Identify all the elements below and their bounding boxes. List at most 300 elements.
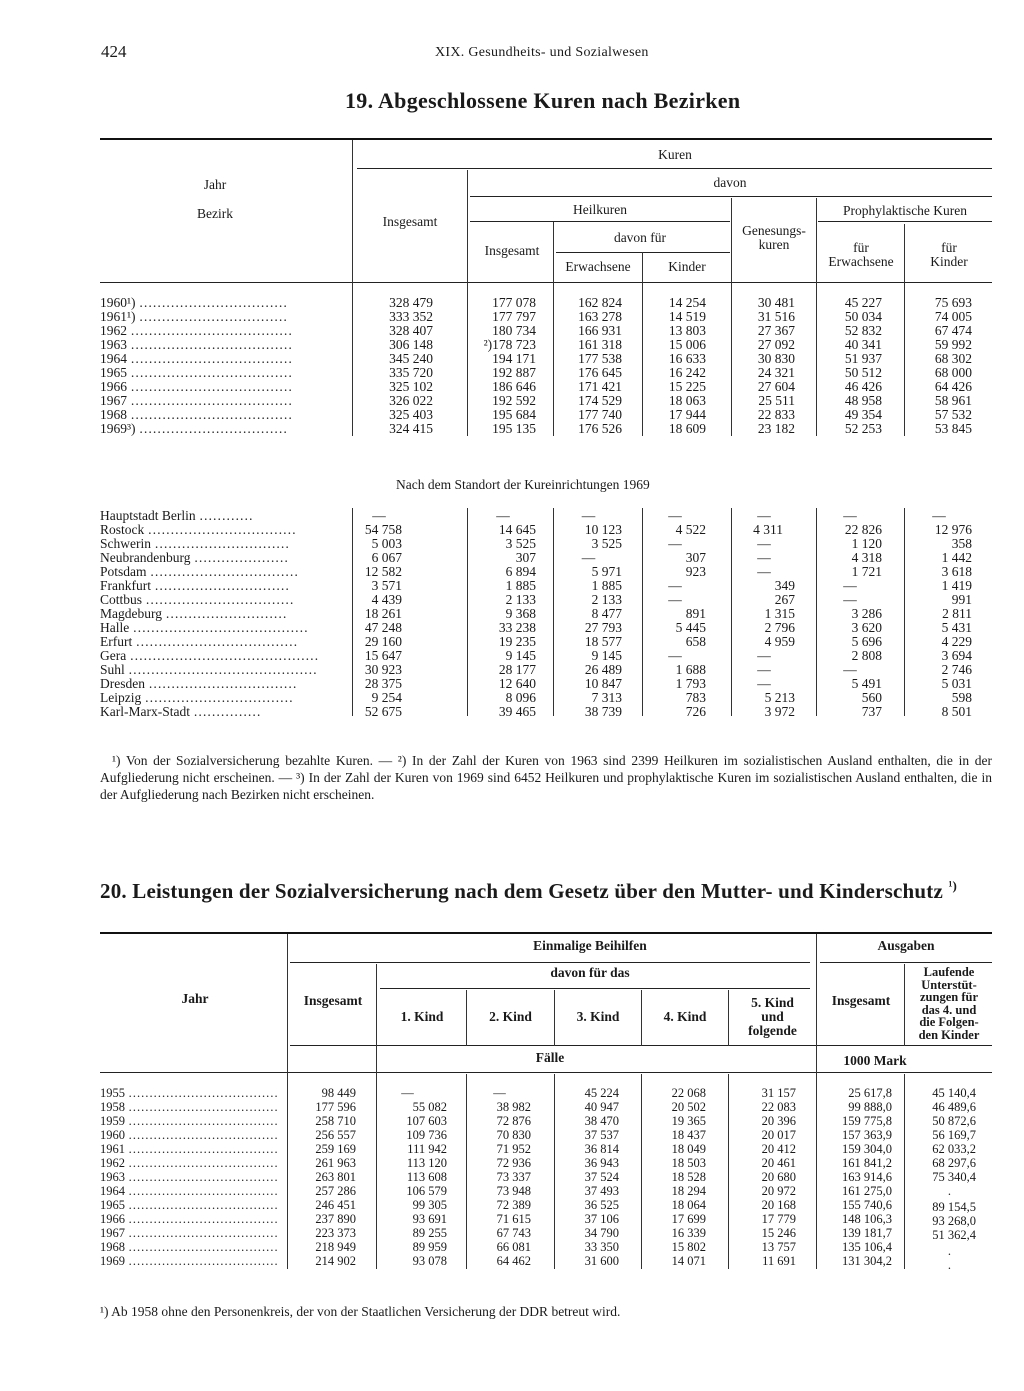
- row-label: Frankfurt …………………………: [100, 578, 290, 593]
- cell: —: [581, 550, 596, 565]
- cell: 3 620: [851, 620, 882, 635]
- cell: 737: [861, 704, 882, 719]
- t19-col-rule: [553, 508, 554, 716]
- row-label: Schwerin …………………………: [100, 536, 290, 551]
- cell: —: [668, 578, 682, 593]
- row-label: Cottbus ……………………………: [100, 592, 294, 607]
- t19-hdr-davon: davon: [713, 175, 747, 190]
- cell: 12 976: [934, 522, 972, 537]
- cell: —: [668, 508, 682, 523]
- cell: 2 133: [591, 592, 622, 607]
- cell: 2 133: [505, 592, 536, 607]
- cell: 58 961: [934, 393, 972, 408]
- cell: 22 826: [844, 522, 882, 537]
- t19-hdr-kuren: Kuren: [658, 147, 692, 162]
- cell: 2 746: [941, 662, 972, 677]
- cell: 22 833: [757, 407, 795, 422]
- row-label: 1966 ………………………………: [100, 379, 293, 394]
- cell: 223 373: [315, 1226, 356, 1240]
- row-label: Suhl ……………………………………: [100, 662, 318, 677]
- cell: 34 790: [584, 1226, 619, 1240]
- cell: 68 000: [934, 365, 972, 380]
- cell: 345 240: [389, 351, 433, 366]
- cell: 106 579: [406, 1184, 447, 1198]
- cell: 214 902: [315, 1254, 356, 1268]
- t19-col-rule: [467, 508, 468, 716]
- cell: 5 491: [851, 676, 882, 691]
- cell: 18 261: [364, 606, 402, 621]
- running-header: XIX. Gesundheits- und Sozialwesen: [435, 45, 649, 60]
- cell: 38 470: [584, 1114, 619, 1128]
- row-label: 1967 ………………………………: [100, 393, 293, 408]
- t20-col-rule: [554, 1074, 555, 1269]
- t19-rule: [470, 196, 992, 197]
- cell: 45 224: [584, 1086, 619, 1100]
- t20-hdr-insgesamt: Insgesamt: [303, 993, 363, 1008]
- row-label: 1963 ………………………………: [100, 337, 293, 352]
- cell: 64 426: [934, 379, 972, 394]
- cell: —: [668, 536, 682, 551]
- cell: 40 341: [844, 337, 882, 352]
- t20-hdr-einmalige: Einmalige Beihilfen: [533, 938, 647, 953]
- t19-col-rule: [731, 508, 732, 716]
- cell: 261 963: [315, 1156, 356, 1170]
- cell: 2 808: [851, 648, 882, 663]
- cell: 307: [515, 550, 536, 565]
- cell: 22 083: [761, 1100, 796, 1114]
- t19-hdr-erwachsene: Erwachsene: [565, 259, 631, 274]
- cell: 75 693: [934, 295, 972, 310]
- cell: 10 123: [584, 522, 622, 537]
- cell: 18 294: [671, 1184, 706, 1198]
- t19-hdr-jahr: Jahr: [203, 177, 227, 192]
- row-label: Gera ……………………………………: [100, 648, 319, 663]
- cell: 9 368: [505, 606, 536, 621]
- cell: —: [843, 578, 857, 593]
- cell: 27 092: [757, 337, 795, 352]
- cell: 22 068: [671, 1086, 706, 1100]
- cell: 98 449: [321, 1086, 356, 1100]
- cell: 4 311: [753, 522, 783, 537]
- t20-col-rule: [466, 1074, 467, 1269]
- cell: 30 830: [757, 351, 795, 366]
- table-19-title: 19. Abgeschlossene Kuren nach Bezirken: [345, 88, 741, 113]
- row-label: 1962 ………………………………: [100, 323, 293, 338]
- cell: 5 003: [371, 536, 402, 551]
- row-label: 1961 ………………………………: [100, 1142, 279, 1156]
- cell: —: [668, 648, 682, 663]
- cell: 24 321: [757, 365, 795, 380]
- cell: —: [496, 508, 510, 523]
- cell: 16 633: [668, 351, 706, 366]
- cell: 15 802: [671, 1240, 706, 1254]
- t20-title-text: 20. Leistungen der Sozialversicherung nach dem Gesetz über den Mutter- und Kinderschutz: [100, 879, 943, 903]
- cell: 186 646: [492, 379, 536, 394]
- cell: 16 242: [668, 365, 706, 380]
- cell: 3 571: [371, 578, 402, 593]
- cell: 9 145: [505, 648, 536, 663]
- row-label: 1964 ………………………………: [100, 1184, 279, 1198]
- cell: 93 691: [412, 1212, 447, 1226]
- cell: 12 582: [364, 564, 402, 579]
- cell: 5 431: [941, 620, 972, 635]
- cell: 52 253: [844, 421, 882, 436]
- t20-hdr-mark: 1000 Mark: [843, 1053, 907, 1068]
- cell: —: [843, 508, 857, 523]
- page-number: 424: [101, 42, 127, 61]
- cell: 306 148: [389, 337, 433, 352]
- cell: —: [668, 592, 682, 607]
- cell: 163 278: [578, 309, 622, 324]
- t20-footnote: ¹) Ab 1958 ohne den Personenkreis, der von der Staatlichen Versicherung der DDR betreut wird.: [100, 1304, 621, 1319]
- cell: 2 796: [764, 620, 795, 635]
- cell: 18 528: [671, 1170, 706, 1184]
- row-label: 1969³) ……………………………: [100, 421, 288, 436]
- t19-rule: [357, 168, 992, 169]
- t19-col-rule: [816, 198, 817, 436]
- cell: 1 315: [764, 606, 795, 621]
- cell: 52 832: [844, 323, 882, 338]
- cell: 47 248: [364, 620, 402, 635]
- cell: 6 894: [505, 564, 536, 579]
- cell: 177 078: [492, 295, 536, 310]
- cell: 14 645: [498, 522, 536, 537]
- cell: —: [757, 536, 771, 551]
- t20-hdr-kind5: 5. Kind und folgende: [748, 995, 797, 1038]
- cell: 19 365: [671, 1114, 706, 1128]
- cell: —: [757, 550, 771, 565]
- row-label: 1967 ………………………………: [100, 1226, 279, 1240]
- cell: 1 688: [675, 662, 706, 677]
- cell: 256 557: [315, 1128, 356, 1142]
- cell: 324 415: [389, 421, 433, 436]
- t20-rule: [820, 962, 992, 963]
- row-label: Karl-Marx-Stadt ……………: [100, 704, 261, 719]
- t19-col-rule: [731, 198, 732, 436]
- cell: 68 302: [934, 351, 972, 366]
- cell: 192 592: [492, 393, 536, 408]
- cell: 66 081: [496, 1240, 531, 1254]
- cell: 195 684: [492, 407, 536, 422]
- cell: 72 876: [496, 1114, 531, 1128]
- cell: 72 936: [496, 1156, 531, 1170]
- cell: 62 033,2: [932, 1142, 976, 1156]
- cell: 135 106,4: [842, 1240, 892, 1254]
- t20-title-footnote-mark: ¹): [948, 878, 958, 893]
- row-label: 1965 ………………………………: [100, 1198, 279, 1212]
- t19-hdr-fuer-erw: für Erwachsene: [828, 240, 894, 269]
- cell: 726: [685, 704, 706, 719]
- cell: 991: [951, 592, 972, 607]
- cell: 48 958: [844, 393, 882, 408]
- cell: 4 439: [371, 592, 402, 607]
- cell: 218 949: [315, 1240, 356, 1254]
- cell: 75 340,4: [932, 1170, 976, 1184]
- cell: 783: [685, 690, 706, 705]
- cell: ²)178 723: [483, 337, 536, 352]
- row-label: 1961¹) ……………………………: [100, 309, 288, 324]
- cell: 113 608: [406, 1170, 447, 1184]
- t20-hdr-faelle: Fälle: [535, 1050, 565, 1065]
- row-label: 1955 ………………………………: [100, 1086, 279, 1100]
- cell: 13 757: [761, 1240, 796, 1254]
- cell: 177 538: [578, 351, 622, 366]
- row-label: 1962 ………………………………: [100, 1156, 279, 1170]
- t19-hdr-prophyl: Prophylaktische Kuren: [842, 203, 968, 218]
- cell: —: [843, 592, 857, 607]
- cell: 358: [951, 536, 972, 551]
- row-label: 1969 ………………………………: [100, 1254, 279, 1268]
- cell: 15 647: [364, 648, 402, 663]
- cell: 20 972: [761, 1184, 796, 1198]
- cell: 7 313: [591, 690, 622, 705]
- t20-hdr-jahr: Jahr: [181, 991, 209, 1006]
- cell: .: [947, 1184, 951, 1198]
- cell: .: [947, 1244, 951, 1258]
- cell: 328 407: [389, 323, 433, 338]
- cell: 68 297,6: [932, 1156, 976, 1170]
- cell: 1 419: [941, 578, 972, 593]
- cell: 658: [685, 634, 706, 649]
- t20-hdr-ausgaben: Ausgaben: [877, 938, 935, 953]
- cell: 64 462: [496, 1254, 531, 1268]
- cell: 49 354: [844, 407, 882, 422]
- cell: 67 474: [934, 323, 972, 338]
- cell: 326 022: [389, 393, 433, 408]
- row-label: Neubrandenburg …………………: [100, 550, 289, 565]
- row-label: 1960 ………………………………: [100, 1128, 279, 1142]
- cell: 45 140,4: [932, 1086, 976, 1100]
- cell: —: [372, 508, 386, 523]
- cell: 5 696: [851, 634, 882, 649]
- t19-section-title: Nach dem Standort der Kureinrichtungen 1969: [396, 477, 650, 492]
- cell: 325 403: [389, 407, 433, 422]
- cell: 89 959: [412, 1240, 447, 1254]
- cell: 74 005: [934, 309, 972, 324]
- cell: 71 952: [496, 1142, 531, 1156]
- cell: 20 680: [761, 1170, 796, 1184]
- cell: 20 412: [761, 1142, 796, 1156]
- cell: 4 522: [675, 522, 706, 537]
- cell: 15 246: [761, 1226, 796, 1240]
- cell: 30 923: [364, 662, 402, 677]
- cell: 37 537: [584, 1128, 619, 1142]
- cell: —: [581, 508, 596, 523]
- cell: 5 971: [591, 564, 622, 579]
- cell: 51 937: [844, 351, 882, 366]
- cell: 93 268,0: [932, 1214, 976, 1228]
- cell: 18 049: [671, 1142, 706, 1156]
- row-label: Potsdam ……………………………: [100, 564, 299, 579]
- cell: 8 477: [591, 606, 622, 621]
- cell: —: [757, 564, 771, 579]
- cell: 4 318: [851, 550, 882, 565]
- cell: 30 481: [757, 295, 795, 310]
- row-label: 1965 ………………………………: [100, 365, 293, 380]
- cell: 18 503: [671, 1156, 706, 1170]
- cell: 3 286: [851, 606, 882, 621]
- t19-hdr-davon-fuer: davon für: [613, 230, 667, 245]
- t20-col-rule: [287, 934, 288, 1269]
- cell: 93 078: [412, 1254, 447, 1268]
- cell: 177 797: [492, 309, 536, 324]
- t19-hdr-fuer-kinder: für Kinder: [930, 240, 968, 269]
- cell: 59 992: [934, 337, 972, 352]
- cell: 166 931: [578, 323, 622, 338]
- row-label: Hauptstadt Berlin …………: [100, 508, 253, 523]
- cell: 16 339: [671, 1226, 706, 1240]
- cell: 70 830: [496, 1128, 531, 1142]
- cell: 38 739: [584, 704, 622, 719]
- cell: 923: [685, 564, 706, 579]
- t19-hdr-genesung: Genesungs- kuren: [742, 223, 806, 252]
- row-label: Rostock ……………………………: [100, 522, 297, 537]
- cell: 25 617,8: [848, 1086, 892, 1100]
- t19-hdr-insgesamt: Insgesamt: [382, 214, 438, 229]
- cell: 3 618: [941, 564, 972, 579]
- cell: 195 135: [492, 421, 536, 436]
- cell: 560: [861, 690, 882, 705]
- cell: 163 914,6: [842, 1170, 892, 1184]
- cell: 89 154,5: [932, 1200, 976, 1214]
- cell: 257 286: [315, 1184, 356, 1198]
- cell: —: [757, 662, 771, 677]
- cell: 26 489: [584, 662, 622, 677]
- cell: 177 596: [315, 1100, 356, 1114]
- row-label: 1964 ………………………………: [100, 351, 293, 366]
- cell: 37 106: [584, 1212, 619, 1226]
- cell: 237 890: [315, 1212, 356, 1226]
- cell: 14 071: [671, 1254, 706, 1268]
- cell: 177 740: [578, 407, 622, 422]
- cell: 36 814: [584, 1142, 619, 1156]
- cell: 111 942: [407, 1142, 447, 1156]
- cell: 99 305: [412, 1198, 447, 1212]
- cell: 38 982: [496, 1100, 531, 1114]
- cell: 23 182: [757, 421, 795, 436]
- cell: 57 532: [934, 407, 972, 422]
- cell: 15 006: [668, 337, 706, 352]
- t20-hdr-kind1: 1. Kind: [400, 1009, 444, 1024]
- t19-col-rule: [352, 508, 353, 716]
- cell: 67 743: [496, 1226, 531, 1240]
- t19-top-rule: [100, 138, 992, 140]
- cell: 55 082: [412, 1100, 447, 1114]
- cell: 3 525: [591, 536, 622, 551]
- cell: 45 227: [844, 295, 882, 310]
- row-label: Halle …………………………………: [100, 620, 309, 635]
- t20-hdr-laufende: Laufende Unterstüt- zungen für das 4. und die Folgen- den Kinder: [918, 965, 980, 1042]
- t19-hdr-heilkuren: Heilkuren: [573, 202, 627, 217]
- cell: 333 352: [389, 309, 433, 324]
- cell: —: [757, 648, 771, 663]
- cell: 263 801: [315, 1170, 356, 1184]
- cell: 46 489,6: [932, 1100, 976, 1114]
- cell: 1 442: [941, 550, 972, 565]
- cell: 29 160: [364, 634, 402, 649]
- cell: 18 577: [584, 634, 622, 649]
- cell: 176 645: [578, 365, 622, 380]
- t19-rule: [556, 252, 730, 253]
- cell: 73 948: [496, 1184, 531, 1198]
- cell: 14 254: [668, 295, 706, 310]
- cell: 598: [951, 690, 972, 705]
- cell: 3 525: [505, 536, 536, 551]
- row-label: 1958 ………………………………: [100, 1100, 279, 1114]
- cell: 20 502: [671, 1100, 706, 1114]
- cell: 27 367: [757, 323, 795, 338]
- cell: 25 511: [758, 393, 795, 408]
- t20-col-rule: [816, 934, 817, 1269]
- cell: 20 168: [761, 1198, 796, 1212]
- table-20-title: [100, 878, 957, 904]
- cell: 307: [685, 550, 706, 565]
- t19-col-rule: [467, 170, 468, 436]
- cell: 17 944: [668, 407, 706, 422]
- cell: —: [493, 1086, 506, 1100]
- cell: 18 063: [668, 393, 706, 408]
- cell: —: [757, 676, 771, 691]
- cell: 72 389: [496, 1198, 531, 1212]
- cell: 13 803: [668, 323, 706, 338]
- cell: 17 779: [761, 1212, 796, 1226]
- cell: 46 426: [844, 379, 882, 394]
- cell: 20 461: [761, 1156, 796, 1170]
- cell: 14 519: [668, 309, 706, 324]
- cell: 18 609: [668, 421, 706, 436]
- cell: 8 501: [941, 704, 972, 719]
- cell: 162 824: [578, 295, 622, 310]
- cell: 9 145: [591, 648, 622, 663]
- cell: 176 526: [578, 421, 622, 436]
- row-label: 1963 ………………………………: [100, 1170, 279, 1184]
- cell: 171 421: [578, 379, 622, 394]
- cell: 31 516: [757, 309, 795, 324]
- cell: 1 885: [591, 578, 622, 593]
- cell: 50 034: [844, 309, 882, 324]
- cell: 1 885: [505, 578, 536, 593]
- cell: 6 067: [371, 550, 402, 565]
- cell: 18 437: [671, 1128, 706, 1142]
- t19-col-rule: [642, 252, 643, 436]
- t20-col-rule: [376, 964, 377, 1269]
- cell: 1 721: [851, 564, 882, 579]
- cell: —: [757, 508, 771, 523]
- cell: 161 275,0: [842, 1184, 892, 1198]
- cell: 3 694: [941, 648, 972, 663]
- cell: 161 841,2: [842, 1156, 892, 1170]
- t20-hdr-kind2: 2. Kind: [489, 1009, 532, 1024]
- cell: 4 959: [764, 634, 795, 649]
- t19-footnote: ¹) Von der Sozialversicherung bezahlte Kuren. — ²) In der Zahl der Kuren von 1963 sind 2399 Heilkuren im sozialistischen Ausland enthalten, die in der Aufgliederung nicht erscheinen. — ³) In der Zahl der Kuren von 1969 sind 6452 Heilkuren und prophylaktische Kuren im sozialistischen Ausland enthalten, die in der Aufgliederung nach Bezirken nicht erscheinen.: [100, 753, 992, 802]
- t19-col-rule: [642, 508, 643, 716]
- cell: 159 304,0: [842, 1142, 892, 1156]
- cell: 36 943: [584, 1156, 619, 1170]
- cell: 39 465: [498, 704, 536, 719]
- t19-hdr-bezirk: Bezirk: [197, 206, 233, 221]
- cell: 155 740,6: [842, 1198, 892, 1212]
- cell: 37 493: [584, 1184, 619, 1198]
- cell: 50 512: [844, 365, 882, 380]
- cell: 73 337: [496, 1170, 531, 1184]
- cell: 40 947: [584, 1100, 619, 1114]
- cell: 27 604: [757, 379, 795, 394]
- cell: 5 445: [675, 620, 706, 635]
- row-label: Magdeburg ………………………: [100, 606, 287, 621]
- cell: 36 525: [584, 1198, 619, 1212]
- t19-col-rule: [352, 140, 353, 436]
- cell: 17 699: [671, 1212, 706, 1226]
